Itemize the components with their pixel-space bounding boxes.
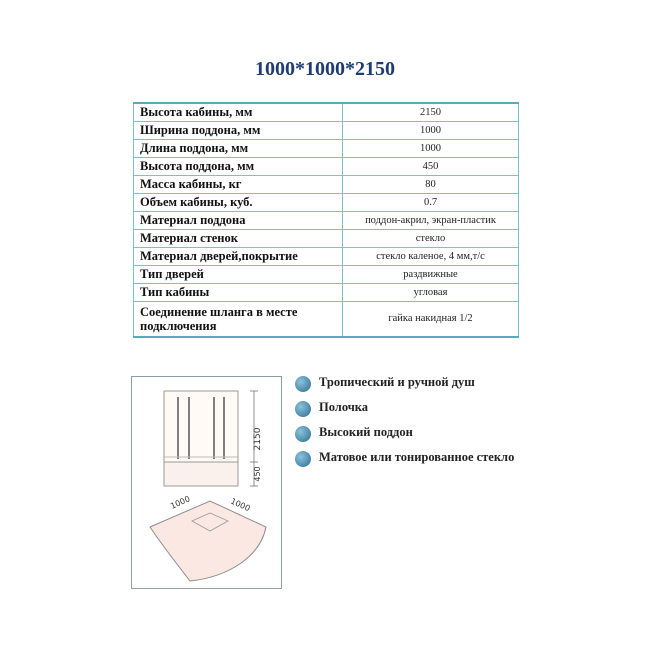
tray-outline bbox=[164, 462, 238, 486]
table-row bbox=[134, 158, 519, 176]
table-row bbox=[134, 176, 519, 194]
plan-width-right-label: 1000 bbox=[229, 496, 252, 514]
table-row bbox=[134, 266, 519, 284]
spec-label: Соединение шланга в месте подключения bbox=[134, 302, 343, 338]
height-label: 2150 bbox=[253, 427, 263, 451]
spec-label: Материал стенок bbox=[134, 230, 343, 248]
bullet-icon bbox=[295, 401, 311, 417]
table-row bbox=[134, 302, 519, 338]
spec-label: Ширина поддона, мм bbox=[134, 122, 343, 140]
spec-label: Длина поддона, мм bbox=[134, 140, 343, 158]
spec-value: 1000 bbox=[343, 140, 519, 158]
feature-text: Полочка bbox=[319, 400, 369, 414]
list-item bbox=[295, 425, 525, 439]
bullet-icon bbox=[295, 451, 311, 467]
spec-value: 0.7 bbox=[343, 194, 519, 212]
spec-value: гайка накидная 1/2 bbox=[343, 302, 519, 338]
spec-label: Высота поддона, мм bbox=[134, 158, 343, 176]
table-row bbox=[134, 140, 519, 158]
feature-text: Высокий поддон bbox=[319, 425, 413, 439]
list-item bbox=[295, 450, 525, 464]
spec-value: 80 bbox=[343, 176, 519, 194]
spec-value: поддон-акрил, экран-пластик bbox=[343, 212, 519, 230]
spec-label: Масса кабины, кг bbox=[134, 176, 343, 194]
table-row bbox=[134, 230, 519, 248]
spec-value: раздвижные bbox=[343, 266, 519, 284]
feature-text: Тропический и ручной душ bbox=[319, 375, 475, 389]
spec-value: 1000 bbox=[343, 122, 519, 140]
spec-value: угловая bbox=[343, 284, 519, 302]
table-row bbox=[134, 284, 519, 302]
cabin-diagram bbox=[131, 376, 282, 589]
spec-value: стекло каленое, 4 мм,т/с bbox=[343, 248, 519, 266]
spec-label: Тип дверей bbox=[134, 266, 343, 284]
feature-text: Матовое или тонированное стекло bbox=[319, 450, 515, 464]
list-item bbox=[295, 400, 525, 414]
cabin-diagram-drawing bbox=[132, 377, 281, 588]
table-row bbox=[134, 194, 519, 212]
plan-view-outline bbox=[150, 501, 266, 581]
bullet-icon bbox=[295, 376, 311, 392]
spec-label: Материал дверей,покрытие bbox=[134, 248, 343, 266]
page-title: 1000*1000*2150 bbox=[255, 58, 395, 80]
tray-height-label: 450 bbox=[253, 466, 262, 482]
spec-label: Высота кабины, мм bbox=[134, 103, 343, 122]
spec-label: Материал поддона bbox=[134, 212, 343, 230]
spec-value: стекло bbox=[343, 230, 519, 248]
table-row bbox=[134, 212, 519, 230]
list-item bbox=[295, 375, 525, 389]
bullet-icon bbox=[295, 426, 311, 442]
spec-table bbox=[133, 102, 519, 338]
table-row bbox=[134, 122, 519, 140]
spec-label: Объем кабины, куб. bbox=[134, 194, 343, 212]
spec-label: Тип кабины bbox=[134, 284, 343, 302]
feature-list bbox=[295, 375, 525, 475]
table-row bbox=[134, 103, 519, 122]
spec-value: 2150 bbox=[343, 103, 519, 122]
plan-width-left-label: 1000 bbox=[169, 494, 192, 511]
spec-value: 450 bbox=[343, 158, 519, 176]
table-row bbox=[134, 248, 519, 266]
